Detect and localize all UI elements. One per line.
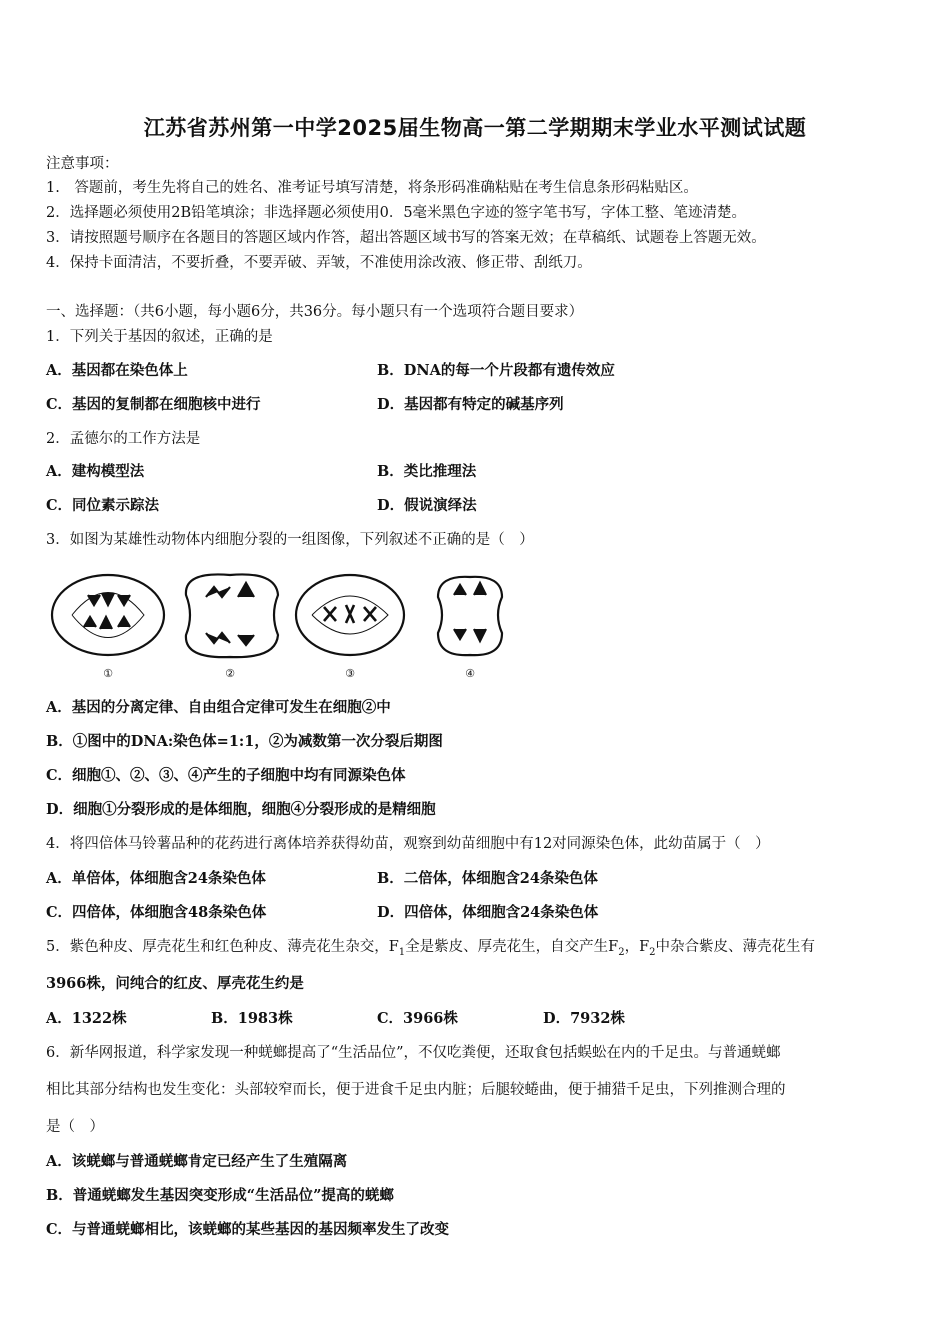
figure-label-4: ④ xyxy=(465,667,475,680)
q1-option-d: D．基因都有特定的碱基序列 xyxy=(377,396,564,413)
question-3-stem: 3．如图为某雄性动物体内细胞分裂的一组图像，下列叙述不正确的是（ ） xyxy=(46,532,534,548)
question-6-stem-line2: 相比其部分结构也发生变化：头部较窄而长，便于进食千足虫内脏；后腿较蜷曲，便于捕猎千足虫，下列推测合理的 xyxy=(46,1082,786,1098)
q5-option-d: D．7932株 xyxy=(543,1010,625,1027)
cell-division-figure xyxy=(50,565,520,685)
q6-option-b: B．普通蜣螂发生基因突变形成“生活品位”提高的蜣螂 xyxy=(46,1187,394,1204)
figure-label-2: ② xyxy=(225,667,235,680)
q5-option-a: A．1322株 xyxy=(46,1010,127,1027)
q3-option-c: C．细胞①、②、③、④产生的子细胞中均有同源染色体 xyxy=(46,767,406,784)
figure-label-3: ③ xyxy=(345,667,355,680)
q5-option-c: C．3966株 xyxy=(377,1010,458,1027)
question-6-stem-line1: 6．新华网报道，科学家发现一种蜣螂提高了“生活品位”，不仅吃粪便，还取食包括蜈蚣在内的千足虫。与普通蜣螂 xyxy=(46,1045,781,1061)
q3-option-d: D．细胞①分裂形成的是体细胞，细胞④分裂形成的是精细胞 xyxy=(46,801,436,818)
cell-2-image xyxy=(186,574,278,657)
q5-stem-part2: 全是紫皮、厚壳花生，自交产生F xyxy=(405,939,619,955)
q2-option-a: A．建构模型法 xyxy=(46,463,145,480)
section-heading: 一、选择题：（共6小题，每小题6分，共36分。每小题只有一个选项符合题目要求） xyxy=(46,304,584,320)
q1-option-b: B．DNA的每一个片段都有遗传效应 xyxy=(377,362,615,379)
question-6-stem-line3: 是（ ） xyxy=(46,1119,104,1135)
q5-stem-part1: 5．紫色种皮、厚壳花生和红色种皮、薄壳花生杂交，F xyxy=(46,939,399,955)
q2-option-d: D．假说演绎法 xyxy=(377,497,477,514)
q4-option-a: A．单倍体，体细胞含24条染色体 xyxy=(46,870,266,887)
question-5-stem xyxy=(46,937,815,963)
q5-sub-1: 1 xyxy=(398,946,406,958)
q2-option-b: B．类比推理法 xyxy=(377,463,477,480)
question-2-stem: 2．孟德尔的工作方法是 xyxy=(46,431,201,447)
q5-stem-part4: 中杂合紫皮、薄壳花生有 xyxy=(655,939,816,955)
figure-label-1: ① xyxy=(103,667,113,680)
question-5-stem-line2: 3966株，问纯合的红皮、厚壳花生约是 xyxy=(46,975,304,992)
q5-sub-3: 2 xyxy=(649,946,656,958)
q6-option-c: C．与普通蜣螂相比，该蜣螂的某些基因的基因频率发生了改变 xyxy=(46,1221,450,1238)
notice-item: 1. 答题前，考生先将自己的姓名、准考证号填写清楚，将条形码准确粘贴在考生信息条形码粘贴区。 xyxy=(46,180,698,196)
question-1-stem: 1．下列关于基因的叙述，正确的是 xyxy=(46,329,273,345)
q4-option-b: B．二倍体，体细胞含24条染色体 xyxy=(377,870,598,887)
cell-4-image xyxy=(438,577,502,655)
q3-option-a: A．基因的分离定律、自由组合定律可发生在细胞②中 xyxy=(46,699,391,716)
cell-3-image xyxy=(296,575,404,655)
q1-option-c: C．基因的复制都在细胞核中进行 xyxy=(46,396,261,413)
q4-option-c: C．四倍体，体细胞含48条染色体 xyxy=(46,904,267,921)
q3-option-b: B．①图中的DNA:染色体=1:1，②为减数第一次分裂后期图 xyxy=(46,733,443,750)
notice-heading: 注意事项： xyxy=(46,156,119,172)
q4-option-d: D．四倍体，体细胞含24条染色体 xyxy=(377,904,599,921)
q2-option-c: C．同位素示踪法 xyxy=(46,497,160,514)
cell-1-image xyxy=(52,575,164,655)
notice-item: 4．保持卡面清洁，不要折叠，不要弄破、弄皱，不准使用涂改液、修正带、刮纸刀。 xyxy=(46,255,592,271)
q5-sub-2: 2 xyxy=(618,946,625,958)
q1-option-a: A．基因都在染色体上 xyxy=(46,362,188,379)
notice-item: 2．选择题必须使用2B铅笔填涂；非选择题必须使用0．5毫米黑色字迹的签字笔书写，字体工整、笔迹清楚。 xyxy=(46,205,747,221)
q6-option-a: A．该蜣螂与普通蜣螂肯定已经产生了生殖隔离 xyxy=(46,1153,348,1170)
q5-option-b: B．1983株 xyxy=(211,1010,293,1027)
question-4-stem: 4．将四倍体马铃薯品种的花药进行离体培养获得幼苗，观察到幼苗细胞中有12对同源染色体，此幼苗属于（ ） xyxy=(46,836,770,852)
q5-stem-part3: ，F xyxy=(624,939,650,955)
page-title: 江苏省苏州第一中学2025届生物高一第二学期期末学业水平测试试题 xyxy=(143,116,807,140)
notice-item: 3．请按照题号顺序在各题目的答题区域内作答，超出答题区域书写的答案无效；在草稿纸、试题卷上答题无效。 xyxy=(46,230,766,246)
